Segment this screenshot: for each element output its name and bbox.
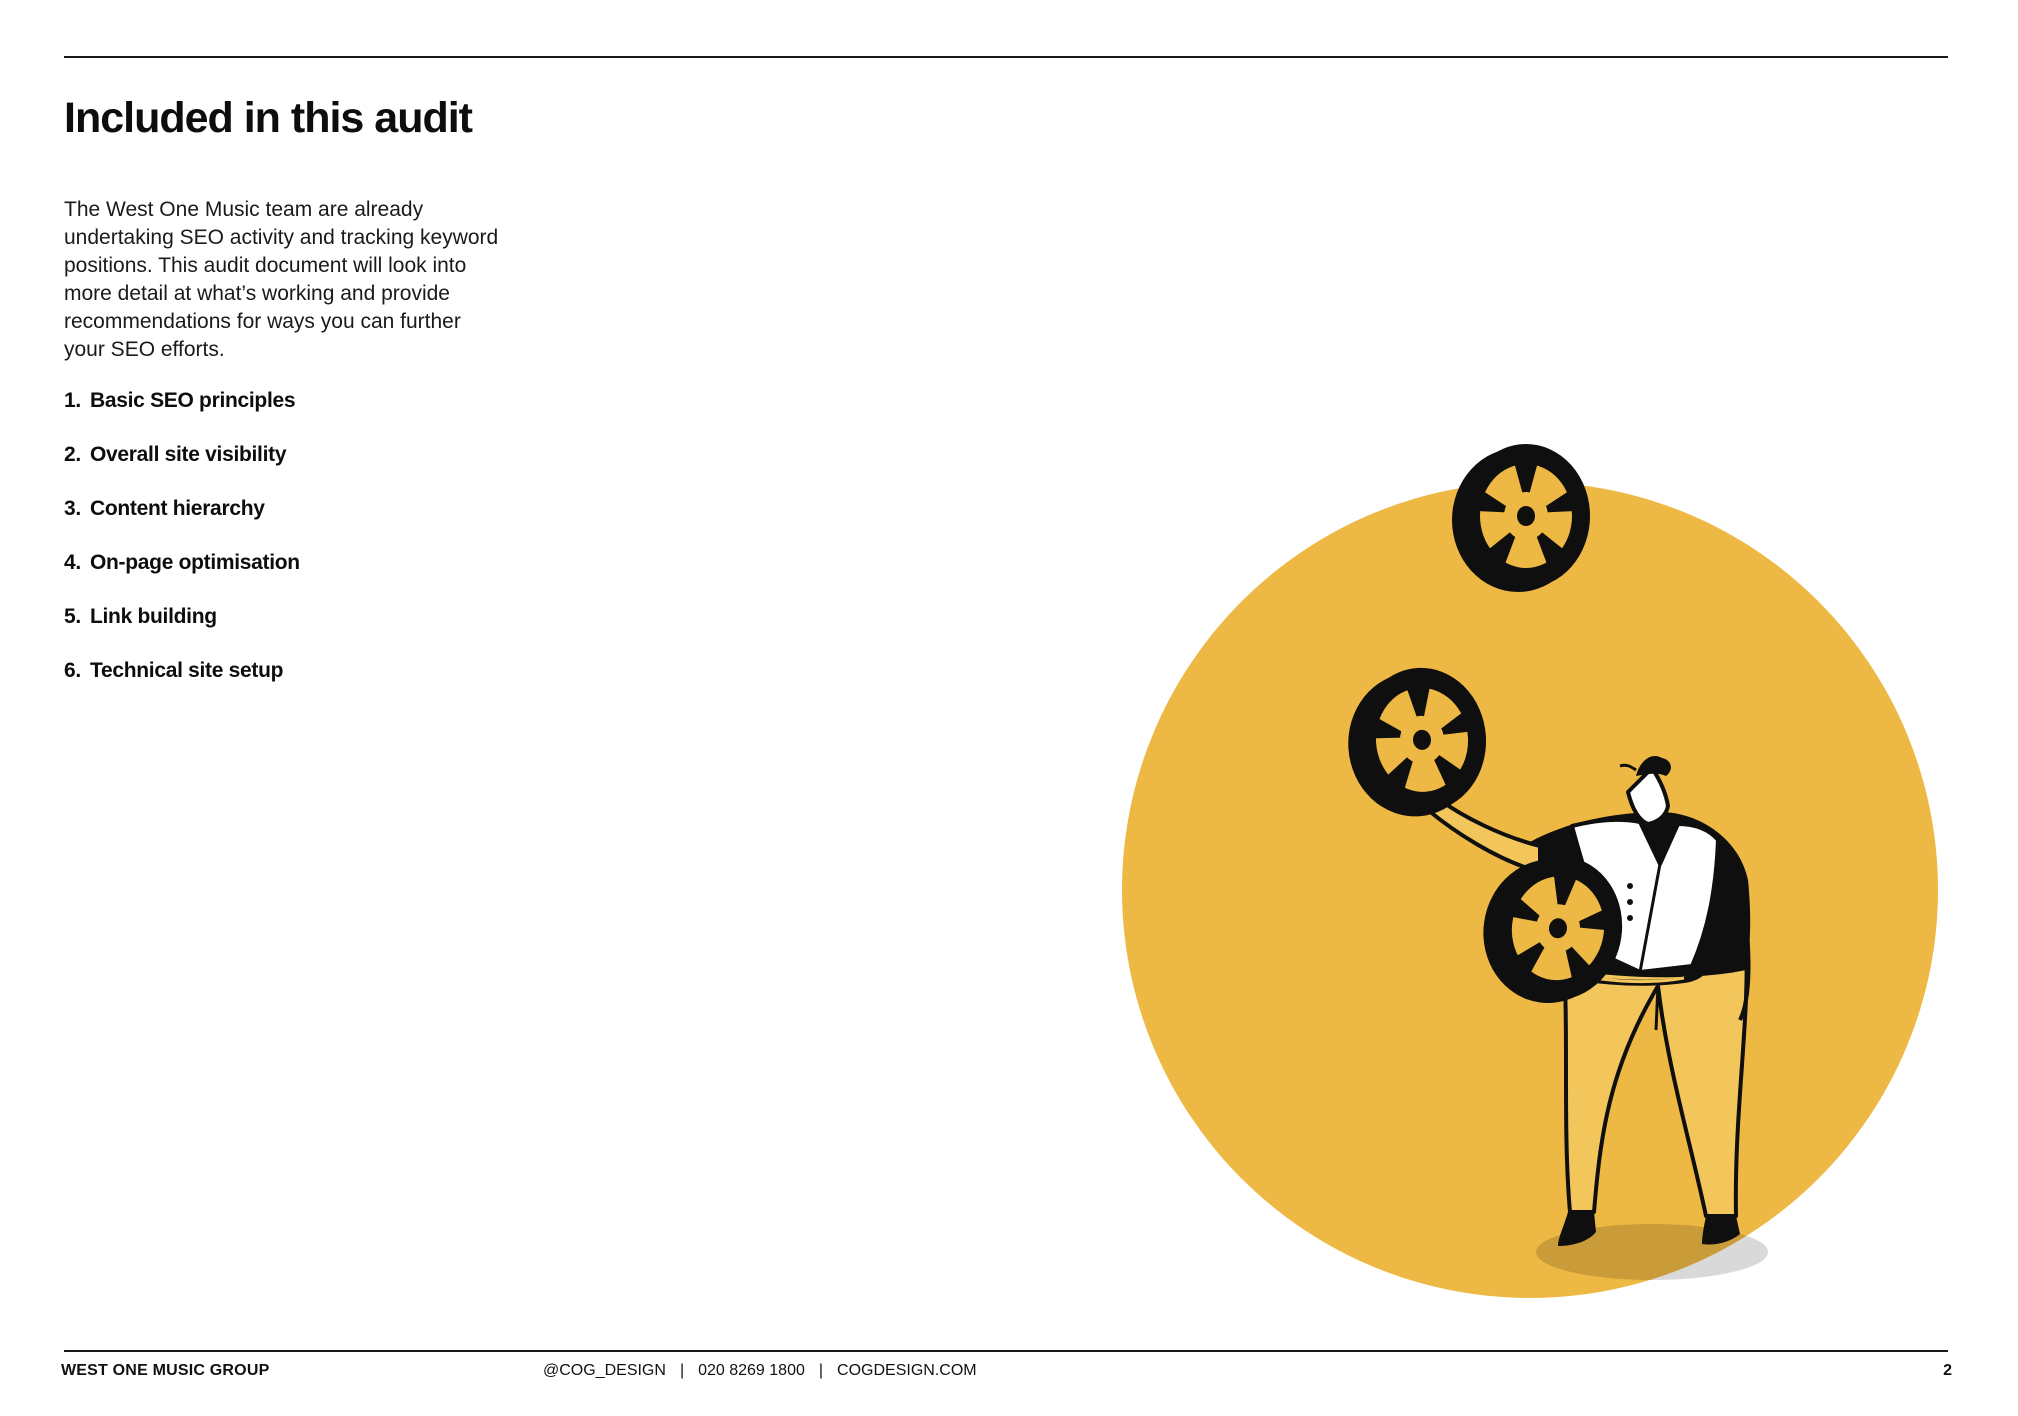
list-item-label: Content hierarchy: [90, 497, 265, 520]
footer-website: COGDESIGN.COM: [837, 1362, 977, 1379]
footer-separator: |: [818, 1362, 824, 1379]
page-number: 2: [1943, 1362, 1952, 1379]
top-divider: [64, 56, 1948, 58]
list-item-number: 5.: [64, 605, 81, 628]
footer-company-name: WEST ONE MUSIC GROUP: [61, 1362, 270, 1379]
bottom-divider: [64, 1350, 1948, 1352]
footer-contact-line: [543, 1362, 977, 1380]
list-item: [64, 440, 300, 494]
list-item-number: 6.: [64, 659, 81, 682]
list-item: [64, 386, 300, 440]
footer-handle: @COG_DESIGN: [543, 1362, 666, 1379]
intro-paragraph: The West One Music team are already undertaking SEO activity and tracking keyword positions. This audit document will look into more detail at what’s working and provide recommendations for ways you can further your SEO efforts.: [64, 198, 499, 361]
list-item: [64, 548, 300, 602]
list-item-label: Basic SEO principles: [90, 389, 296, 412]
page-title: Included in this audit: [64, 94, 472, 142]
footer-separator: |: [679, 1362, 685, 1379]
film-reel-top-icon: [1452, 446, 1588, 592]
list-item: [64, 494, 300, 548]
list-item-label: Link building: [90, 605, 217, 628]
list-item-label: Overall site visibility: [90, 443, 287, 466]
audit-contents-list: [64, 386, 300, 710]
list-item-number: 3.: [64, 497, 81, 520]
list-item-number: 2.: [64, 443, 81, 466]
list-item: [64, 656, 300, 710]
list-item-label: On-page optimisation: [90, 551, 300, 574]
list-item-number: 1.: [64, 389, 81, 412]
juggler-illustration: [1100, 420, 1980, 1300]
footer-phone: 020 8269 1800: [698, 1362, 805, 1379]
list-item-number: 4.: [64, 551, 81, 574]
list-item-label: Technical site setup: [90, 659, 284, 682]
list-item: [64, 602, 300, 656]
